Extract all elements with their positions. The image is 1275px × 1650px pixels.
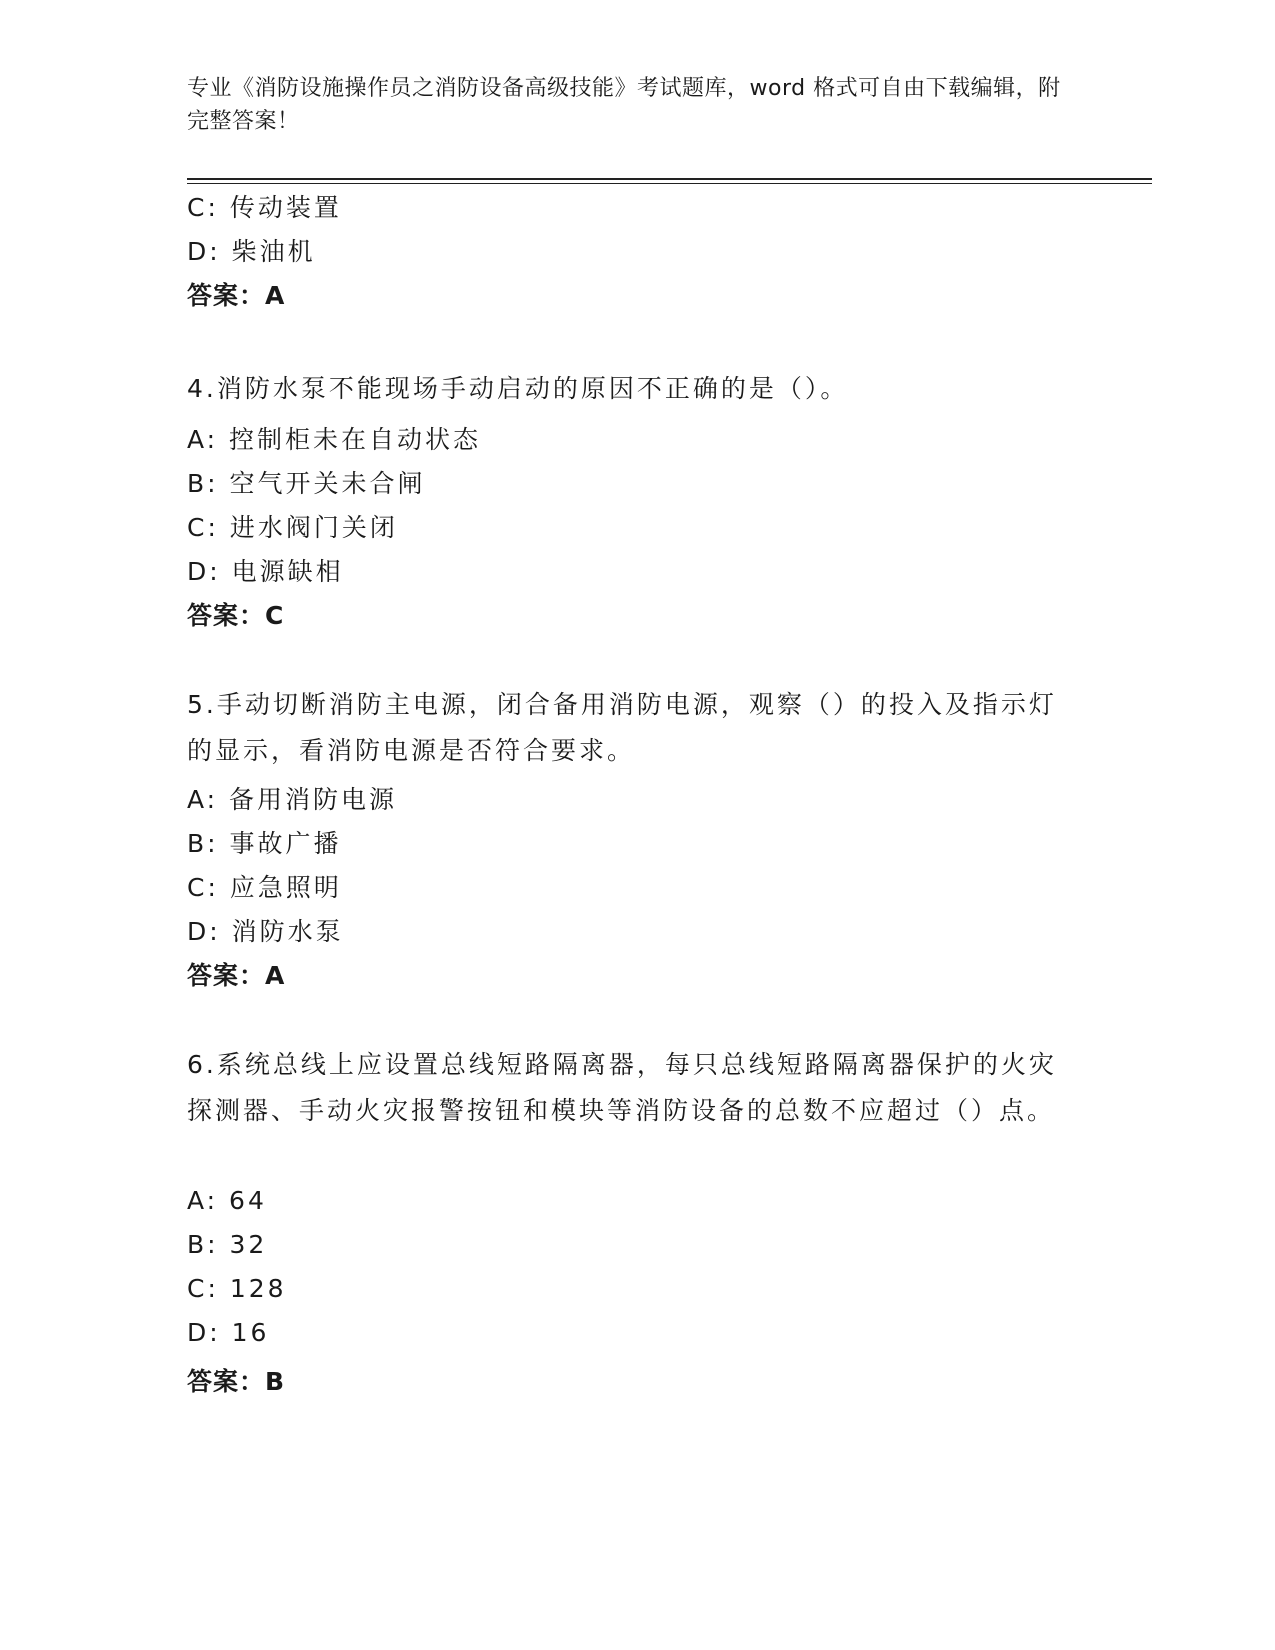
question-6-option-a: A: 64: [187, 1186, 267, 1215]
question-4-option-a: A: 控制柜未在自动状态: [187, 425, 482, 454]
option-c: C: 传动装置: [187, 193, 342, 222]
answer-line: 答案：A: [187, 281, 286, 310]
question-4-stem: 4.消防水泵不能现场手动启动的原因不正确的是（）。: [187, 374, 849, 403]
question-4-answer: 答案：C: [187, 601, 285, 630]
question-5-answer: 答案：A: [187, 961, 286, 990]
question-5-option-c: C: 应急照明: [187, 873, 342, 902]
question-5-stem: 5.手动切断消防主电源，闭合备用消防电源，观察（）的投入及指示灯的显示，看消防电源是否符合要求。: [187, 690, 1057, 765]
page-header: 专业《消防设施操作员之消防设备高级技能》考试题库，word 格式可自由下载编辑，附完整答案！: [187, 76, 1061, 134]
question-6-option-b: B: 32: [187, 1230, 268, 1259]
header-rule: [187, 178, 1152, 180]
question-4-option-d: D: 电源缺相: [187, 557, 344, 586]
question-4-option-c: C: 进水阀门关闭: [187, 513, 398, 542]
question-4-option-b: B: 空气开关未合闸: [187, 469, 426, 498]
option-d: D: 柴油机: [187, 237, 316, 266]
question-5-option-d: D: 消防水泵: [187, 917, 344, 946]
question-5-option-a: A: 备用消防电源: [187, 785, 398, 814]
question-6-option-c: C: 128: [187, 1274, 287, 1303]
header-rule-thin: [187, 183, 1152, 184]
question-6-stem: 6.系统总线上应设置总线短路隔离器，每只总线短路隔离器保护的火灾探测器、手动火灾报警按钮和模块等消防设备的总数不应超过（）点。: [187, 1050, 1057, 1125]
question-6-option-d: D: 16: [187, 1318, 270, 1347]
question-6-answer: 答案：B: [187, 1367, 286, 1396]
question-5-option-b: B: 事故广播: [187, 829, 342, 858]
